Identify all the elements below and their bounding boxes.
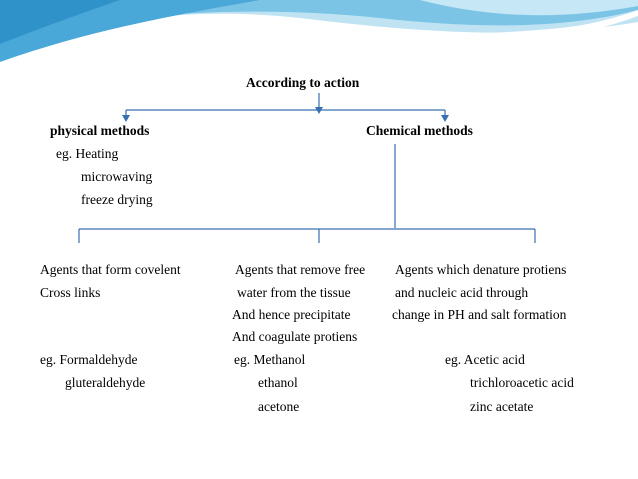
column-2-example-2: ethanol	[258, 375, 298, 390]
column-1-line-1: Agents that form covelent	[40, 262, 181, 277]
column-2-line-4: And coagulate protiens	[232, 329, 358, 344]
column-2-line-2: water from the tissue	[237, 285, 351, 300]
chemical-methods-heading: Chemical methods	[366, 123, 473, 138]
header-wave-decoration	[0, 0, 638, 62]
column-2-example-1: eg. Methanol	[234, 352, 306, 367]
arrowhead-right	[441, 115, 449, 122]
connector-arrowheads	[122, 107, 449, 122]
column-3-example-1: eg. Acetic acid	[445, 352, 525, 367]
physical-item-microwaving: microwaving	[81, 169, 153, 184]
column-3-line-3: change in PH and salt formation	[392, 307, 567, 322]
column-1-line-2: Cross links	[40, 285, 101, 300]
column-1-example-1: eg. Formaldehyde	[40, 352, 138, 367]
column-3-line-2: and nucleic acid through	[395, 285, 529, 300]
diagram-title: According to action	[246, 75, 360, 90]
arrowhead-left	[122, 115, 130, 122]
column-2-line-3: And hence precipitate	[232, 307, 351, 322]
connector-lines	[79, 93, 535, 243]
column-2-line-1: Agents that remove free	[235, 262, 366, 277]
column-3-example-2: trichloroacetic acid	[470, 375, 574, 390]
column-1-example-2: gluteraldehyde	[65, 375, 146, 390]
physical-methods-heading: physical methods	[50, 123, 150, 138]
column-3-example-3: zinc acetate	[470, 399, 534, 414]
physical-example-heating: eg. Heating	[56, 146, 119, 161]
physical-item-freeze-drying: freeze drying	[81, 192, 153, 207]
column-3-line-1: Agents which denature protiens	[395, 262, 567, 277]
column-2-example-3: acetone	[258, 399, 300, 414]
